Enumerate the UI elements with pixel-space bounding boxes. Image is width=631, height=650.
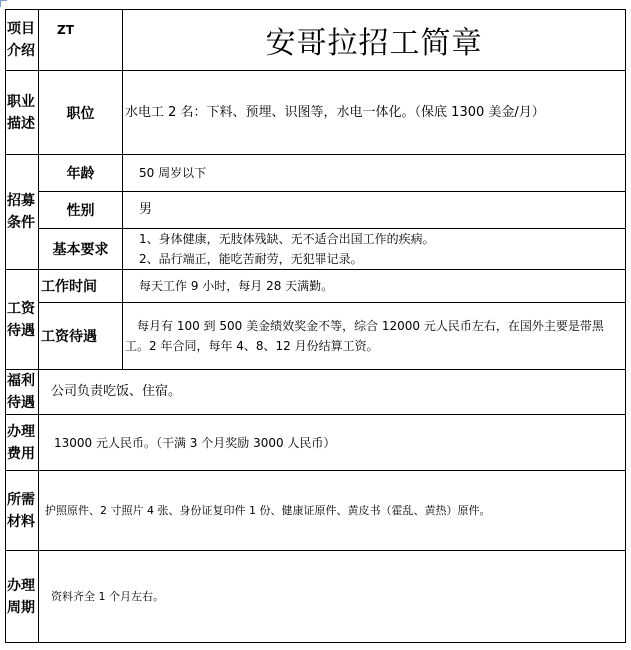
age-label: 年龄 [39,155,123,192]
company-code: ZT [39,10,123,71]
period-row [6,551,626,643]
gender-label: 性别 [39,192,123,229]
gender-row [6,192,626,229]
fee-row [6,415,626,471]
fee-value: 13000 元人民币。（干满 3 个月奖励 3000 人民币） [39,415,626,471]
section-label-recruit: 招募条件 [6,155,39,270]
section-label-period: 办理周期 [6,551,39,643]
welfare-value: 公司负责吃饭、住宿。 [39,370,626,415]
hours-label: 工作时间 [39,270,123,303]
gender-value: 男 [123,192,626,229]
period-value: 资料齐全 1 个月左右。 [39,551,626,643]
hours-value: 每天工作 9 小时，每月 28 天满勤。 [123,270,626,303]
hours-row [6,270,626,303]
section-label-materials: 所需材料 [6,471,39,551]
materials-row [6,471,626,551]
recruitment-table [5,9,626,643]
header-row [6,10,626,71]
wage-value: 每月有 100 到 500 美金绩效奖金不等，综合 12000 元人民币左右，在国外主要是带黑工。2 年合同，每年 4、8、12 月份结算工资。 [123,303,626,370]
section-label-pay: 工资待遇 [6,270,39,370]
welfare-row [6,370,626,415]
requirements-value [123,229,626,270]
section-label-fee: 办理费用 [6,415,39,471]
section-label-job: 职业描述 [6,71,39,155]
requirements-label: 基本要求 [39,229,123,270]
requirements-row [6,229,626,270]
job-position-label: 职位 [39,71,123,155]
age-row [6,155,626,192]
page-title: 安哥拉招工简章 [123,10,626,71]
job-row [6,71,626,155]
job-position-value: 水电工 2 名：下料、预埋、识图等，水电一体化。（保底 1300 美金/月） [123,71,626,155]
wage-row [6,303,626,370]
age-value: 50 周岁以下 [123,155,626,192]
corner-selection-mark [0,0,7,7]
requirement-item: 2、品行端正，能吃苦耐劳，无犯罪记录。 [139,252,363,266]
materials-value: 护照原件、2 寸照片 4 张、身份证复印件 1 份、健康证原件、黄皮书（霍乱、黄热）原件。 [39,471,626,551]
section-label-welfare: 福利待遇 [6,370,39,415]
wage-label: 工资待遇 [39,303,123,370]
section-label-intro: 项目介绍 [6,10,39,71]
requirement-item: 1、身体健康，无肢体残缺、无不适合出国工作的疾病。 [139,232,435,246]
